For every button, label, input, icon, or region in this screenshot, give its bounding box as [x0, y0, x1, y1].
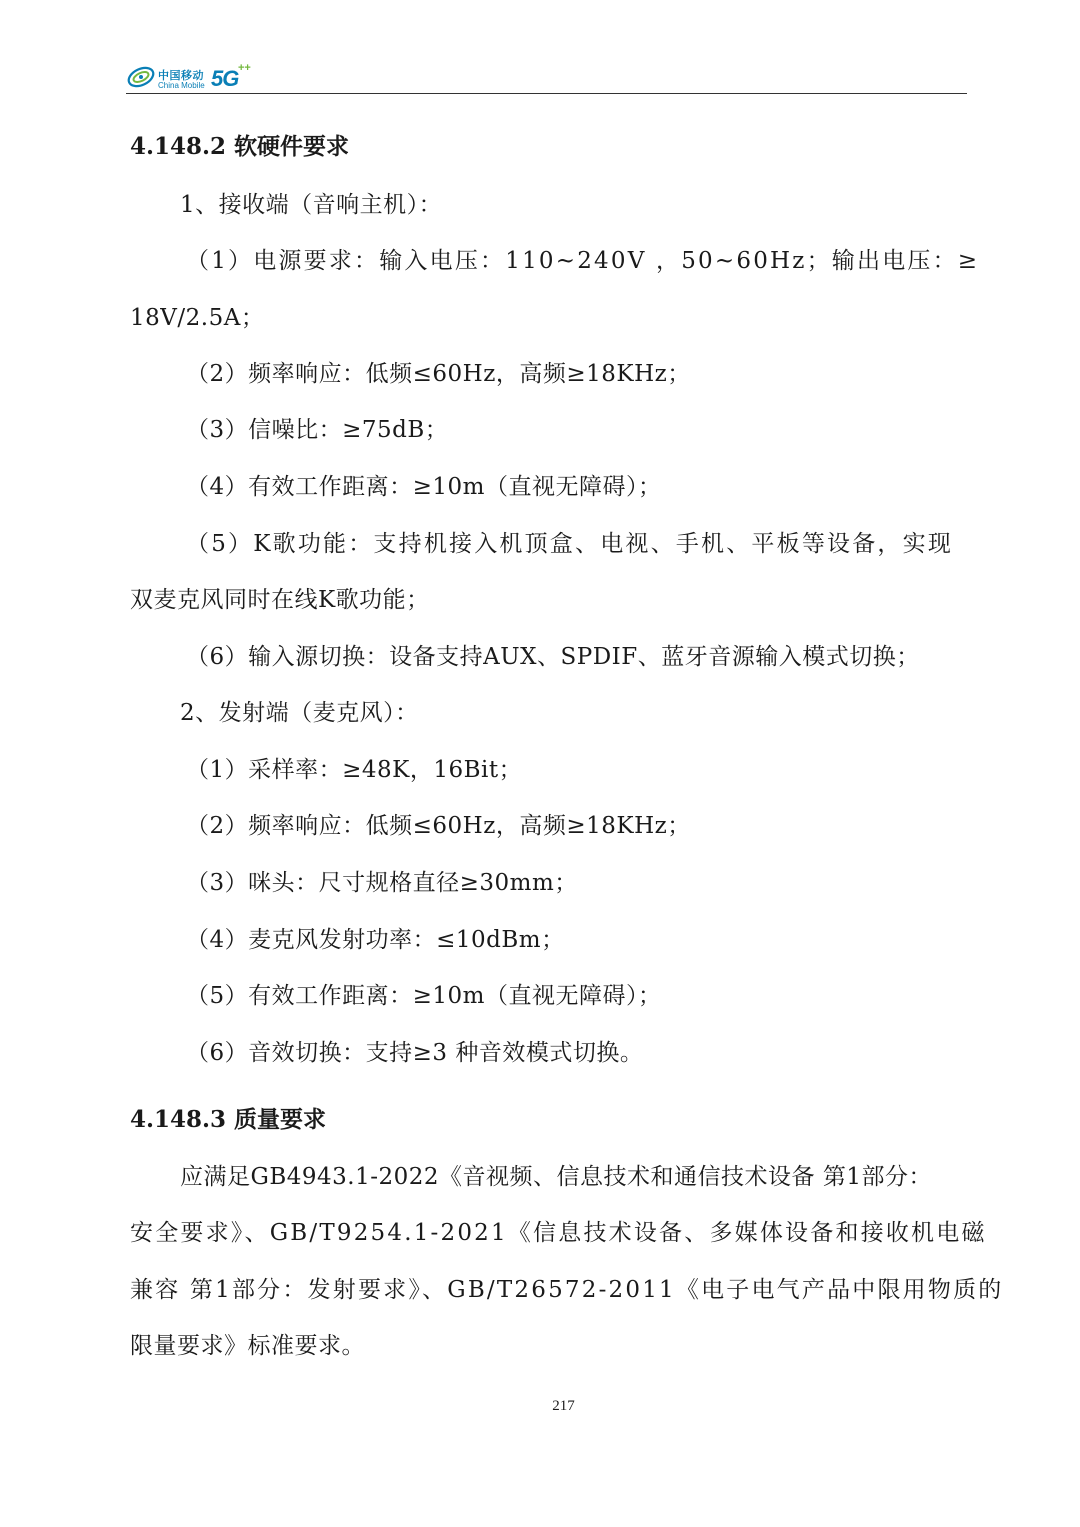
logo-plus-text: ++: [238, 62, 251, 74]
paragraph-line: 应满足GB4943.1-2022《音视频、信息技术和通信技术设备 第1部分：: [180, 1164, 933, 1190]
paragraph-line: 安全要求》、GB/T9254.1-2021《信息技术设备、多媒体设备和接收机电磁: [130, 1220, 987, 1246]
paragraph-line: （6）输入源切换：设备支持AUX、SPDIF、蓝牙音源输入模式切换；: [186, 644, 920, 670]
paragraph-line: （3）咪头：尺寸规格直径≥30mm；: [186, 870, 578, 896]
paragraph-line: 双麦克风同时在线K歌功能；: [130, 587, 430, 613]
paragraph-line: 2、发射端（麦克风）：: [180, 700, 419, 726]
paragraph-line: （2）频率响应：低频≤60Hz，高频≥18KHz；: [186, 813, 691, 839]
paragraph-line: （1）电源要求：输入电压：110~240V ，50~60Hz；输出电压：≥: [186, 248, 980, 274]
paragraph-line: 18V/2.5A；: [130, 305, 265, 331]
paragraph-line: （2）频率响应：低频≤60Hz，高频≥18KHz；: [186, 361, 691, 387]
page-header: [126, 56, 967, 96]
paragraph-line: （5）K歌功能：支持机接入机顶盒、电视、手机、平板等设备，实现: [186, 531, 954, 557]
paragraph-line: （1）采样率：≥48K，16Bit；: [186, 757, 523, 783]
logo-chinese-text: 中国移动: [158, 69, 204, 82]
section-heading-4-148-3: 4.148.3 质量要求: [130, 1106, 327, 1133]
china-mobile-swirl-icon: [126, 62, 156, 92]
paragraph-line: 兼容 第1部分：发射要求》、GB/T26572-2011《电子电气产品中限用物质的: [130, 1277, 1004, 1303]
paragraph-line: （3）信噪比：≥75dB；: [186, 417, 449, 443]
header-divider: [126, 93, 967, 94]
paragraph-line: 1、接收端（音响主机）：: [180, 192, 443, 218]
paragraph-line: （5）有效工作距离：≥10m（直视无障碍）；: [186, 983, 662, 1009]
paragraph-line: （4）麦克风发射功率：≤10dBm；: [186, 927, 565, 953]
paragraph-line: （4）有效工作距离：≥10m（直视无障碍）；: [186, 474, 662, 500]
logo-5g-text: 5G: [211, 66, 239, 91]
logo-english-text: China Mobile: [158, 81, 205, 90]
paragraph-line: （6）音效切换：支持≥3 种音效模式切换。: [186, 1040, 644, 1066]
china-mobile-logo: [126, 62, 266, 96]
page-number: 217: [552, 1398, 575, 1414]
paragraph-line: 限量要求》标准要求。: [130, 1333, 365, 1359]
section-heading-4-148-2: 4.148.2 软硬件要求: [130, 133, 350, 160]
